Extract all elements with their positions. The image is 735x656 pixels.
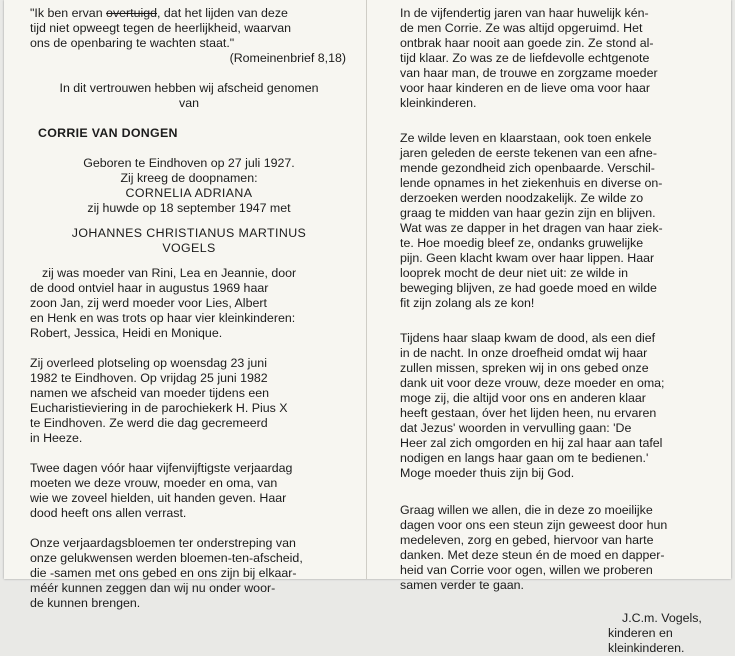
paragraph-line: derzoeken werden noodzakelijk. Ze wilde zo	[400, 191, 644, 205]
paragraph-line: de dood ontviel haar in augustus 1969 haar	[30, 281, 269, 295]
paragraph-line: heid van Corrie voor ogen, willen we proberen	[400, 563, 653, 577]
paragraph-line: namen we afscheid van moeder tijdens een	[30, 386, 270, 400]
paragraph-line: medeleven, zorg en gebed, hiervoor van harte	[400, 533, 654, 547]
paragraph-line: kleinkinderen.	[400, 96, 477, 110]
husband-name-line-2: VOGELS	[162, 241, 216, 255]
paragraph-line: voor haar kinderen en de lieve oma voor haar	[400, 81, 651, 95]
paragraph-line: danken. Met deze steun én de moed en dapper-	[400, 548, 665, 562]
paragraph-line: dat Jezus' woorden in vervulling gaan: 'De	[400, 421, 632, 435]
birth-line: Geboren te Eindhoven op 27 juli 1927.	[83, 156, 295, 170]
baptism-line: Zij kreeg de doopnamen:	[120, 171, 258, 185]
paragraph-line: fit zijn zolang als ze kon!	[400, 296, 535, 310]
paragraph-line: Zij overleed plotseling op woensdag 23 juni	[30, 356, 267, 370]
paragraph-line: in de nacht. In onze droefheid omdat wij haar	[400, 346, 648, 360]
paragraph-line: heeft gestaan, óver het lijden heen, nu ervaren	[400, 406, 657, 420]
paragraph-line: Moge moeder thuis zijn bij God.	[400, 466, 575, 480]
paragraph-line: Eucharistieviering in de parochiekerk H. Pius X	[30, 401, 288, 415]
signature-name: J.C.m. Vogels,	[622, 611, 702, 625]
paragraph-line: zoon Jan, zij werd moeder voor Lies, Albert	[30, 296, 267, 310]
intro-line-2: van	[179, 96, 199, 110]
paragraph-line: in Heeze.	[30, 431, 83, 445]
paragraph-line: Onze verjaardagsbloemen ter onderstreping van	[30, 536, 296, 550]
paragraph-line: en Henk en was trots op haar vier kleinkinderen:	[30, 311, 296, 325]
paragraph-line: dagen voor ons een steun zijn geweest door hun	[400, 518, 668, 532]
paragraph-line: nodigen en langs haar gaan om te bedienen.'	[400, 451, 649, 465]
death-paragraph	[30, 356, 348, 446]
paragraph-line: Wat was ze dapper in het dragen van haar ziek-	[400, 221, 663, 235]
paragraph-line: Twee dagen vóór haar vijfenvijftigste verjaardag	[30, 461, 293, 475]
paragraph-line: van haar man, de trouwe en zorgzame moeder	[400, 66, 658, 80]
paragraph-line: In de vijfendertig jaren van haar huwelijk kén-	[400, 6, 649, 20]
quote-line-2: tijd niet opweegt tegen de heerlijkheid, waarvan	[30, 21, 292, 35]
paragraph-line: pijn. Geen klacht kwam over haar lippen. Haar	[400, 251, 655, 265]
paragraph-line: jaren geleden de eerste tekenen van een afne-	[400, 146, 657, 160]
husband-name-line-1: JOHANNES CHRISTIANUS MARTINUS	[71, 226, 307, 240]
thanks-paragraph	[400, 503, 712, 593]
baptismal-names: CORNELIA ADRIANA	[125, 186, 253, 200]
paragraph-line: Heer zal zich omgorden en hij zal haar aan tafel	[400, 436, 663, 450]
paragraph-line: Tijdens haar slaap kwam de dood, als een dief	[400, 331, 656, 345]
quote-source: (Romeinenbrief 8,18)	[229, 51, 346, 65]
memorial-card	[4, 0, 731, 655]
paragraph-line: 1982 te Eindhoven. Op vrijdag 25 juni 1982	[30, 371, 268, 385]
quote-line-3: ons de openbaring te wachten staat."	[30, 36, 235, 50]
quote-line-1: "Ik ben ervan overtuigd, dat het lijden van deze	[30, 6, 288, 20]
birthday-paragraph	[30, 461, 348, 521]
flowers-paragraph	[30, 536, 348, 611]
paragraph-line: mende gezondheid zich openbaarde. Verschil-	[400, 161, 655, 175]
right-column	[400, 6, 712, 656]
illness-paragraph	[400, 131, 712, 311]
paragraph-line: Graag willen we allen, die in deze zo moeilijke	[400, 503, 653, 517]
paragraph-line: moge zij, die altijd voor ons en anderen klaar	[400, 391, 646, 405]
paragraph-line: zij was moeder van Rini, Lea en Jeannie, door	[42, 266, 297, 280]
bible-quote	[30, 6, 348, 66]
left-column	[30, 6, 348, 611]
paragraph-line: Robert, Jessica, Heidi en Monique.	[30, 326, 223, 340]
paragraph-line: dank uit voor deze vrouw, deze moeder en oma;	[400, 376, 665, 390]
paragraph-line: tijd klaar. Zo was ze de liefdevolle echtgenote	[400, 51, 650, 65]
paragraph-line: dood heeft ons allen verrast.	[30, 506, 187, 520]
paragraph-line: beweging blijven, ze had goede moed en wilde	[400, 281, 657, 295]
marriage-paragraph	[400, 6, 712, 111]
paragraph-line: de kunnen brengen.	[30, 596, 141, 610]
paragraph-line: looprek mocht de deur niet uit: ze wilde in	[400, 266, 628, 280]
signature-family: kinderen en kleinkinderen.	[608, 626, 685, 655]
family-paragraph	[30, 266, 348, 341]
paragraph-line: méér kunnen zeggen dan wij nu onder woor-	[30, 581, 276, 595]
paragraph-line: te. Hoe moedig bleef ze, ondanks gruwelijke	[400, 236, 644, 250]
marriage-line: zij huwde op 18 september 1947 met	[87, 201, 291, 215]
paragraph-line: moeten we deze vrouw, moeder en oma, van	[30, 476, 278, 490]
card-fold-line	[366, 0, 367, 579]
paragraph-line: ontbrak haar nooit aan goede zin. Ze stond al-	[400, 36, 654, 50]
paragraph-line: die -samen met ons gebed en ons zijn bij elkaar-	[30, 566, 297, 580]
paragraph-line: Ze wilde leven en klaarstaan, ook toen enkele	[400, 131, 652, 145]
paragraph-line: zullen missen, spreken wij in ons gebed onze	[400, 361, 649, 375]
paragraph-line: lende opnames in het ziekenhuis en diverse on-	[400, 176, 663, 190]
paragraph-line: wie we zoveel hielden, uit handen geven. Haar	[30, 491, 287, 505]
paragraph-line: de men Corrie. Ze was altijd opgeruimd. Het	[400, 21, 643, 35]
paragraph-line: graag te midden van haar gezin zijn en blijven.	[400, 206, 656, 220]
deceased-name: CORRIE VAN DONGEN	[38, 126, 178, 140]
paragraph-line: onze gelukwensen werden bloemen-ten-afscheid,	[30, 551, 303, 565]
intro-line-1: In dit vertrouwen hebben wij afscheid genomen	[59, 81, 319, 95]
sleep-paragraph	[400, 331, 712, 481]
signature	[400, 611, 712, 656]
paragraph-line: samen verder te gaan.	[400, 578, 524, 592]
paragraph-line: te Eindhoven. Ze werd die dag gecremeerd	[30, 416, 268, 430]
